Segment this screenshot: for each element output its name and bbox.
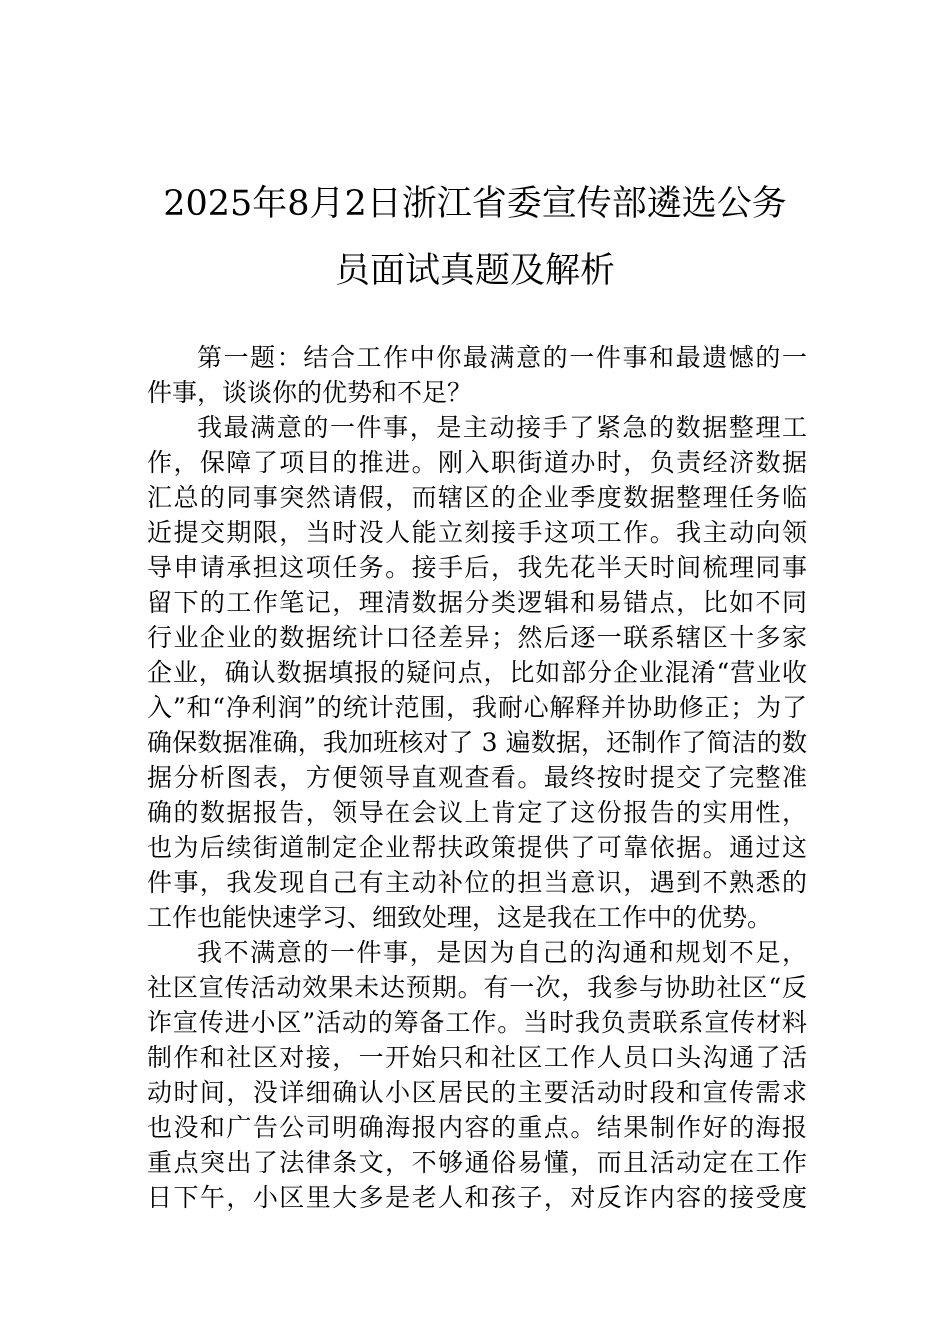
text-line: 工作也能快速学习、细致处理，这是我在工作中的优势。	[147, 903, 773, 932]
text-line: 动时间，没详细确认小区居民的主要活动时段和宣传需求	[147, 1078, 807, 1107]
text-line: 诈宣传进小区”活动的筹备工作。当时我负责联系宣传材料	[147, 1008, 807, 1037]
text-line: 也为后续街道制定企业帮扶政策提供了可靠依据。通过这	[147, 833, 807, 862]
text-line: 行业企业的数据统计口径差异；然后逐一联系辖区十多家	[147, 623, 807, 652]
text-line: 作，保障了项目的推进。刚入职街道办时，负责经济数据	[147, 448, 807, 477]
text-line: 入”和“净利润”的统计范围，我耐心解释并协助修正；为了	[147, 693, 807, 722]
text-line: 制作和社区对接，一开始只和社区工作人员口头沟通了活	[147, 1043, 807, 1072]
document-body	[147, 340, 807, 1215]
text-line: 确的数据报告，领导在会议上肯定了这份报告的实用性，	[147, 798, 807, 827]
title-line-2: 员面试真题及解析	[334, 251, 615, 291]
text-line: 日下午，小区里大多是老人和孩子，对反诈内容的接受度	[147, 1183, 807, 1212]
text-line: 企业，确认数据填报的疑问点，比如部分企业混淆“营业收	[147, 658, 807, 687]
text-line: 近提交期限，当时没人能立刻接手这项工作。我主动向领	[147, 518, 807, 547]
text-line: 也没和广告公司明确海报内容的重点。结果制作好的海报	[147, 1113, 807, 1142]
text-line: 件事，谈谈你的优势和不足？	[147, 378, 473, 407]
text-line: 导申请承担这项任务。接手后，我先花半天时间梳理同事	[147, 553, 807, 582]
answer-paragraph	[147, 410, 807, 935]
text-line: 据分析图表，方便领导直观查看。最终按时提交了完整准	[147, 763, 807, 792]
text-line: 我不满意的一件事，是因为自己的沟通和规划不足，	[197, 938, 807, 967]
question-paragraph	[147, 340, 807, 410]
text-line: 我最满意的一件事，是主动接手了紧急的数据整理工	[197, 413, 807, 442]
text-line: 社区宣传活动效果未达预期。有一次，我参与协助社区“反	[147, 973, 807, 1002]
text-line: 件事，我发现自己有主动补位的担当意识，遇到不熟悉的	[147, 868, 807, 897]
text-line: 汇总的同事突然请假，而辖区的企业季度数据整理任务临	[147, 483, 807, 512]
text-line: 重点突出了法律条文，不够通俗易懂，而且活动定在工作	[147, 1148, 807, 1177]
text-line: 第一题：结合工作中你最满意的一件事和最遗憾的一	[197, 343, 807, 372]
title-line-1: 2025年8月2日浙江省委宣传部遴选公务	[163, 184, 787, 224]
text-line: 确保数据准确，我加班核对了 3 遍数据，还制作了简洁的数	[147, 728, 807, 757]
answer-paragraph	[147, 935, 807, 1215]
text-line: 留下的工作笔记，理清数据分类逻辑和易错点，比如不同	[147, 588, 807, 617]
